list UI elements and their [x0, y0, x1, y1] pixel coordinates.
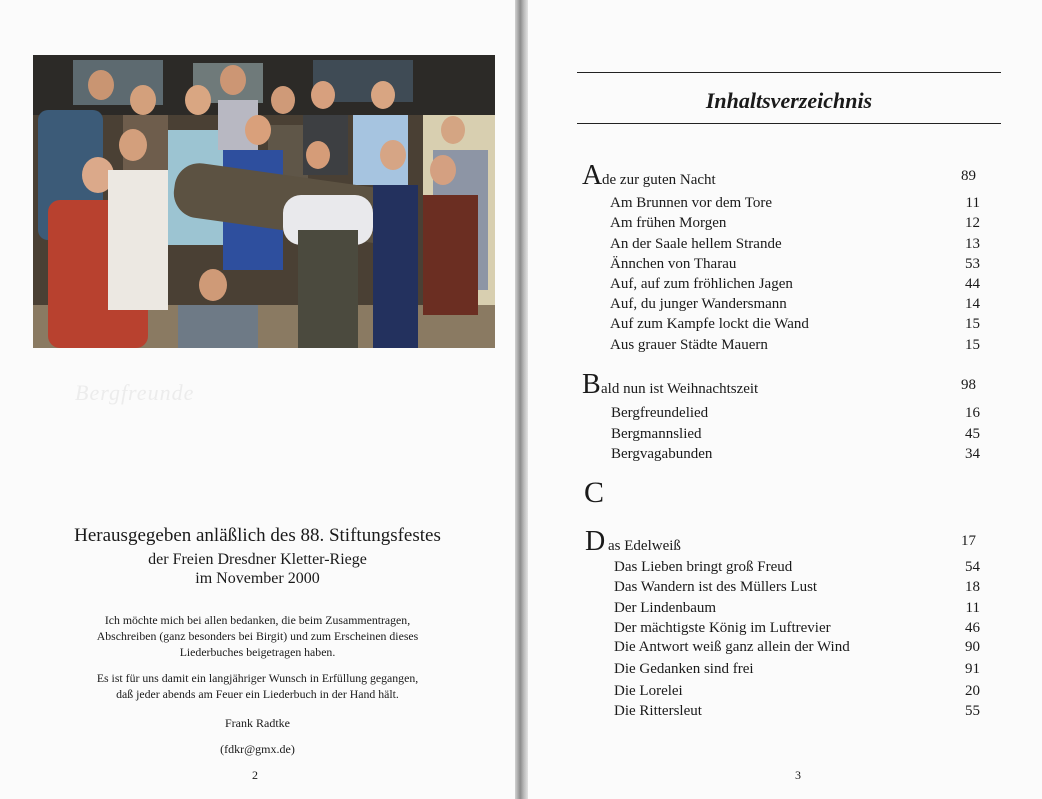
toc-entry	[528, 600, 1042, 620]
toc-entry-title: Ännchen von Tharau	[610, 256, 737, 272]
toc-entry	[528, 296, 1042, 316]
toc-entry	[528, 683, 1042, 703]
toc-entry-title: de zur guten Nacht	[602, 172, 716, 188]
group-photo	[33, 55, 495, 348]
toc-entry-title: as Edelweiß	[608, 538, 681, 554]
left-page	[0, 0, 515, 799]
toc-entry-page: 15	[965, 316, 980, 332]
toc-entry	[528, 316, 1042, 336]
page-number-left: 2	[252, 768, 258, 782]
toc-entry-title: Bergfreundelied	[611, 405, 709, 421]
toc-entry-page: 44	[965, 276, 980, 292]
section-letter: D	[585, 526, 606, 557]
toc-entry-page: 16	[965, 405, 980, 421]
toc-entry-title: Das Lieben bringt groß Freud	[614, 559, 793, 575]
thanks-line: daß jeder abends am Feuer ein Liederbuch in der Hand hält.	[116, 687, 399, 701]
section-letter: B	[582, 369, 601, 400]
toc-entry-title: Die Rittersleut	[614, 703, 702, 719]
toc-entry	[528, 276, 1042, 296]
thanks-paragraph-1	[20, 612, 495, 660]
toc-entry-page: 53	[965, 256, 980, 272]
toc-entry-title: Bergvagabunden	[611, 446, 713, 462]
toc-entry	[528, 639, 1042, 659]
toc-entry-title: Aus grauer Städte Mauern	[610, 337, 768, 353]
toc-entry-page: 54	[965, 559, 980, 575]
thanks-line: Abschreiben (ganz besonders bei Birgit) und zum Erscheinen dieses	[96, 629, 419, 643]
toc-entry-title: Der mächtigste König im Luftrevier	[614, 620, 831, 636]
toc-entry	[528, 195, 1042, 215]
toc-entry-page: 20	[965, 683, 980, 699]
toc-entry	[528, 703, 1042, 723]
toc-entry-page: 89	[961, 168, 976, 184]
toc-entry-title: Die Antwort weiß ganz allein der Wind	[614, 639, 850, 655]
toc-entry-title: Die Lorelei	[614, 683, 683, 699]
toc-entry-title: Der Lindenbaum	[614, 600, 717, 616]
publisher-line-2: im November 2000	[195, 570, 320, 587]
toc-title: Inhaltsverzeichnis	[705, 88, 873, 113]
toc-entry-page: 15	[965, 337, 980, 353]
toc-entry-page: 90	[965, 639, 980, 655]
title-rule-bottom	[577, 123, 1001, 124]
toc-entry-title: ald nun ist Weihnachtszeit	[601, 381, 759, 397]
title-rule-top	[577, 72, 1001, 73]
toc-entry-title: Auf zum Kampfe lockt die Wand	[610, 316, 809, 332]
thanks-line: Es ist für uns damit ein langjähriger Wunsch in Erfüllung gegangen,	[96, 671, 419, 685]
publisher-title: Herausgegeben anläßlich des 88. Stiftungsfestes	[74, 525, 441, 546]
thanks-line: Liederbuches beigetragen haben.	[179, 645, 336, 659]
toc-entry-page: 14	[965, 296, 980, 312]
thanks-paragraph-2	[20, 670, 495, 702]
section-letter: A	[582, 160, 603, 191]
page-number-right: 3	[795, 768, 801, 782]
toc-entry	[528, 337, 1042, 357]
faded-bleedthrough-text: Bergfreunde	[75, 380, 195, 405]
signature: Frank Radtke	[225, 716, 290, 730]
toc-entry-title: Das Wandern ist des Müllers Lust	[614, 579, 818, 595]
toc-entry-page: 98	[961, 377, 976, 393]
toc-entry-page: 11	[965, 600, 980, 616]
toc-entry-page: 45	[965, 426, 980, 442]
toc-entry	[528, 661, 1042, 681]
toc-entry-page: 13	[965, 236, 980, 252]
email-address: (fdkr@gmx.de)	[220, 742, 295, 756]
toc-entry-page: 17	[961, 533, 976, 549]
toc-entry-page: 55	[965, 703, 980, 719]
toc-entry	[528, 256, 1042, 276]
toc-entry	[528, 446, 1042, 466]
toc-entry	[528, 215, 1042, 235]
toc-entry	[528, 579, 1042, 599]
toc-entry	[528, 236, 1042, 256]
toc-entry	[528, 426, 1042, 446]
toc-entry-page: 91	[965, 661, 980, 677]
right-page	[528, 0, 1042, 799]
toc-entry-title: Bergmannslied	[611, 426, 702, 442]
toc-entry	[528, 559, 1042, 579]
section-letter-c: C	[584, 476, 605, 509]
toc-entry-title: An der Saale hellem Strande	[610, 236, 782, 252]
toc-entry-page: 18	[965, 579, 980, 595]
thanks-line: Ich möchte mich bei allen bedanken, die beim Zusammentragen,	[104, 613, 411, 627]
toc-entry	[528, 620, 1042, 640]
toc-entry-title: Auf, du junger Wandersmann	[610, 296, 787, 312]
toc-entry-title: Am Brunnen vor dem Tore	[610, 195, 772, 211]
toc-entry-title: Die Gedanken sind frei	[614, 661, 754, 677]
toc-entry-page: 12	[965, 215, 980, 231]
publisher-line-1: der Freien Dresdner Kletter-Riege	[148, 551, 367, 568]
group-photo-illustration	[33, 55, 495, 348]
toc-entry-page: 34	[965, 446, 980, 462]
toc-entry	[528, 405, 1042, 425]
toc-entry-title: Auf, auf zum fröhlichen Jagen	[610, 276, 793, 292]
toc-entry-page: 46	[965, 620, 980, 636]
book-spine	[515, 0, 528, 799]
toc-entry-title: Am frühen Morgen	[610, 215, 727, 231]
toc-entry-page: 11	[965, 195, 980, 211]
